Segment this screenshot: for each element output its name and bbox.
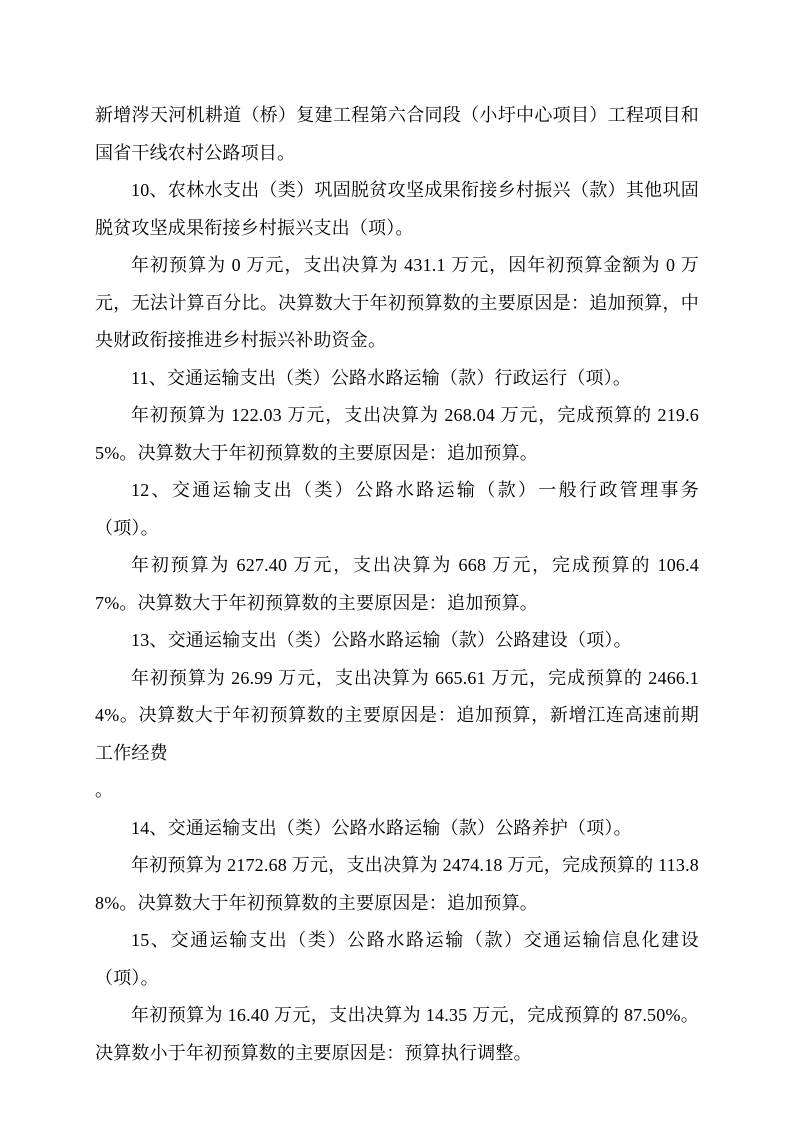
document-paragraph: 年初预算为 122.03 万元，支出决算为 268.04 万元，完成预算的 219.65%。决算数大于年初预算数的主要原因是：追加预算。 — [95, 405, 699, 463]
document-paragraph: 。 — [95, 780, 114, 800]
document-paragraph: 15、交通运输支出（类）公路水路运输（款）交通运输信息化建设（项）。 — [95, 930, 699, 988]
document-paragraph: 年初预算为 2172.68 万元，支出决算为 2474.18 万元，完成预算的 113.88%。决算数大于年初预算数的主要原因是：追加预算。 — [95, 855, 699, 913]
document-paragraph: 年初预算为 16.40 万元，支出决算为 14.35 万元，完成预算的 87.50%。决算数小于年初预算数的主要原因是：预算执行调整。 — [95, 1005, 699, 1063]
document-paragraph: 10、农林水支出（类）巩固脱贫攻坚成果衔接乡村振兴（款）其他巩固脱贫攻坚成果衔接乡村振兴支出（项）。 — [95, 180, 699, 238]
document-paragraph: 年初预算为 0 万元，支出决算为 431.1 万元，因年初预算金额为 0 万元，无法计算百分比。决算数大于年初预算数的主要原因是：追加预算，中央财政衔接推进乡村振兴补助资金。 — [95, 255, 699, 350]
document-paragraph: 13、交通运输支出（类）公路水路运输（款）公路建设（项）。 — [131, 630, 632, 650]
document-paragraph: 12、交通运输支出（类）公路水路运输（款）一般行政管理事务（项）。 — [95, 480, 699, 538]
document-paragraph: 14、交通运输支出（类）公路水路运输（款）公路养护（项）。 — [131, 817, 632, 838]
document-paragraph: 年初预算为 627.40 万元，支出决算为 668 万元，完成预算的 106.47%。决算数大于年初预算数的主要原因是：追加预算。 — [95, 555, 699, 613]
document-paragraph: 新增涔天河机耕道（桥）复建工程第六合同段（小圩中心项目）工程项目和国省干线农村公路项目。 — [95, 105, 699, 163]
document-paragraph: 11、交通运输支出（类）公路水路运输（款）行政运行（项）。 — [131, 367, 632, 388]
document-paragraph: 年初预算为 26.99 万元，支出决算为 665.61 万元，完成预算的 2466.14%。决算数大于年初预算数的主要原因是：追加预算，新增江连高速前期工作经费 — [95, 667, 699, 763]
